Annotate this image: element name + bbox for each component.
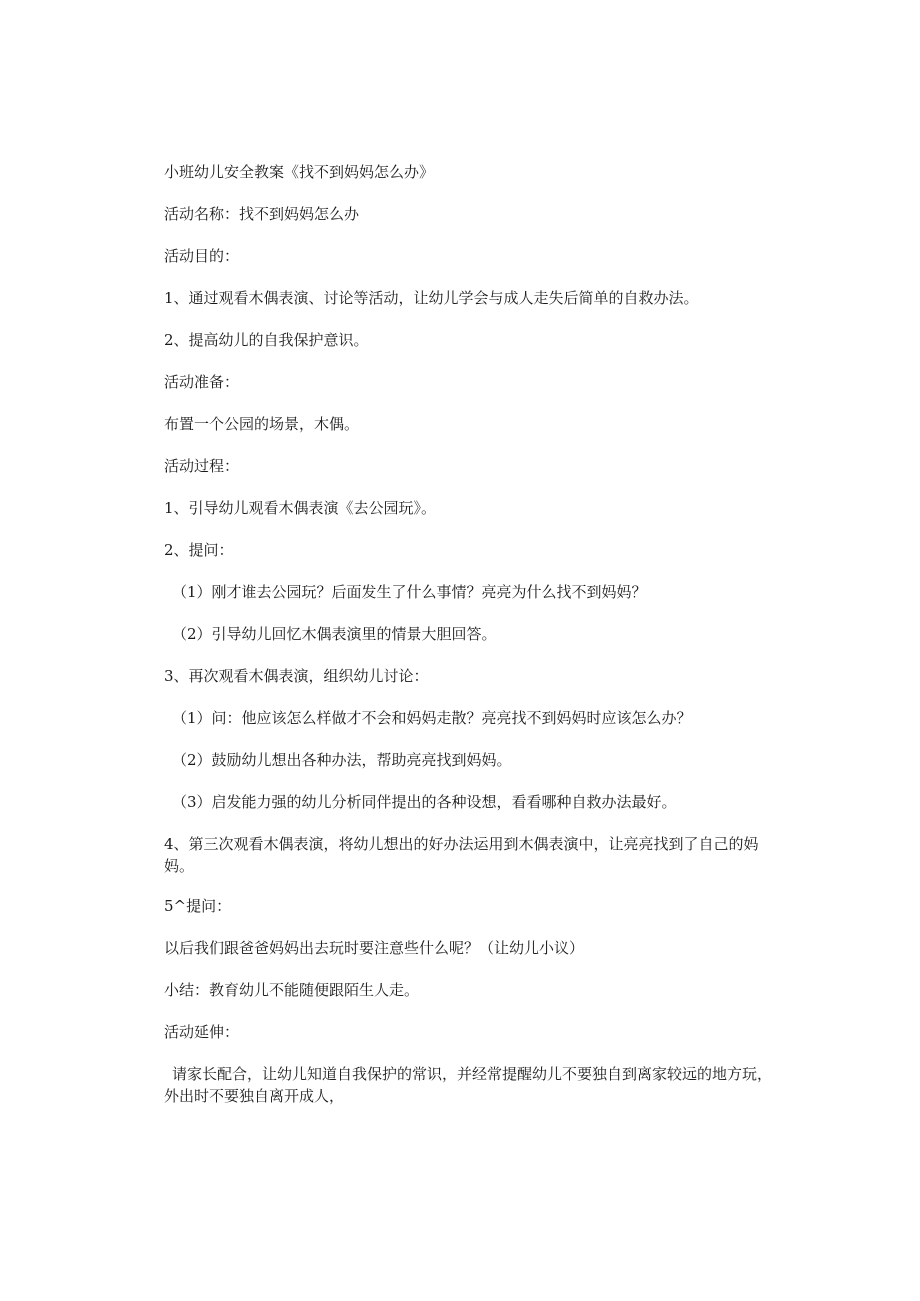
prep-text: 布置一个公园的场景，木偶。	[164, 415, 360, 433]
process-step-2-question-1: （1）刚才谁去公园玩？后面发生了什么事情？亮亮为什么找不到妈妈？	[172, 583, 647, 601]
goals-heading: 活动目的：	[164, 247, 240, 265]
process-step-3: 3、再次观看木偶表演，组织幼儿讨论：	[164, 667, 429, 685]
process-step-1: 1、引导幼儿观看木偶表演《去公园玩》。	[164, 499, 437, 517]
process-step-3-question-1: （1）问：他应该怎么样做才不会和妈妈走散？亮亮找不到妈妈时应该怎么办？	[172, 709, 692, 727]
process-step-4: 4、第三次观看木偶表演，将幼儿想出的好办法运用到木偶表演中，让亮亮找到了自己的妈妈。	[164, 835, 759, 875]
goal-item-2: 2、提高幼儿的自我保护意识。	[164, 331, 369, 349]
extension-heading: 活动延伸：	[164, 1023, 240, 1041]
goal-item-1: 1、通过观看木偶表演、讨论等活动，让幼儿学会与成人走失后简单的自救办法。	[164, 289, 699, 307]
process-step-5: 5^提问：	[164, 897, 232, 915]
extension-text: 请家长配合，让幼儿知道自我保护的常识，并经常提醒幼儿不要独自到离家较远的地方玩，外出时不要独自离开成人，	[164, 1065, 773, 1105]
process-step-3-question-2: （2）鼓励幼儿想出各种办法，帮助亮亮找到妈妈。	[172, 751, 512, 769]
document-title: 小班幼儿安全教案《找不到妈妈怎么办》	[164, 163, 435, 181]
prep-heading: 活动准备：	[164, 373, 240, 391]
process-step-2: 2、提问：	[164, 541, 234, 559]
process-step-5-question: 以后我们跟爸爸妈妈出去玩时要注意些什么呢？（让幼儿小议）	[164, 939, 585, 957]
activity-name: 活动名称：找不到妈妈怎么办	[164, 205, 360, 223]
process-step-2-question-2: （2）引导幼儿回忆木偶表演里的情景大胆回答。	[172, 625, 497, 643]
summary-text: 小结：教育幼儿不能随便跟陌生人走。	[164, 981, 420, 999]
process-heading: 活动过程：	[164, 457, 240, 475]
process-step-3-question-3: （3）启发能力强的幼儿分析同伴提出的各种设想，看看哪种自救办法最好。	[172, 793, 677, 811]
